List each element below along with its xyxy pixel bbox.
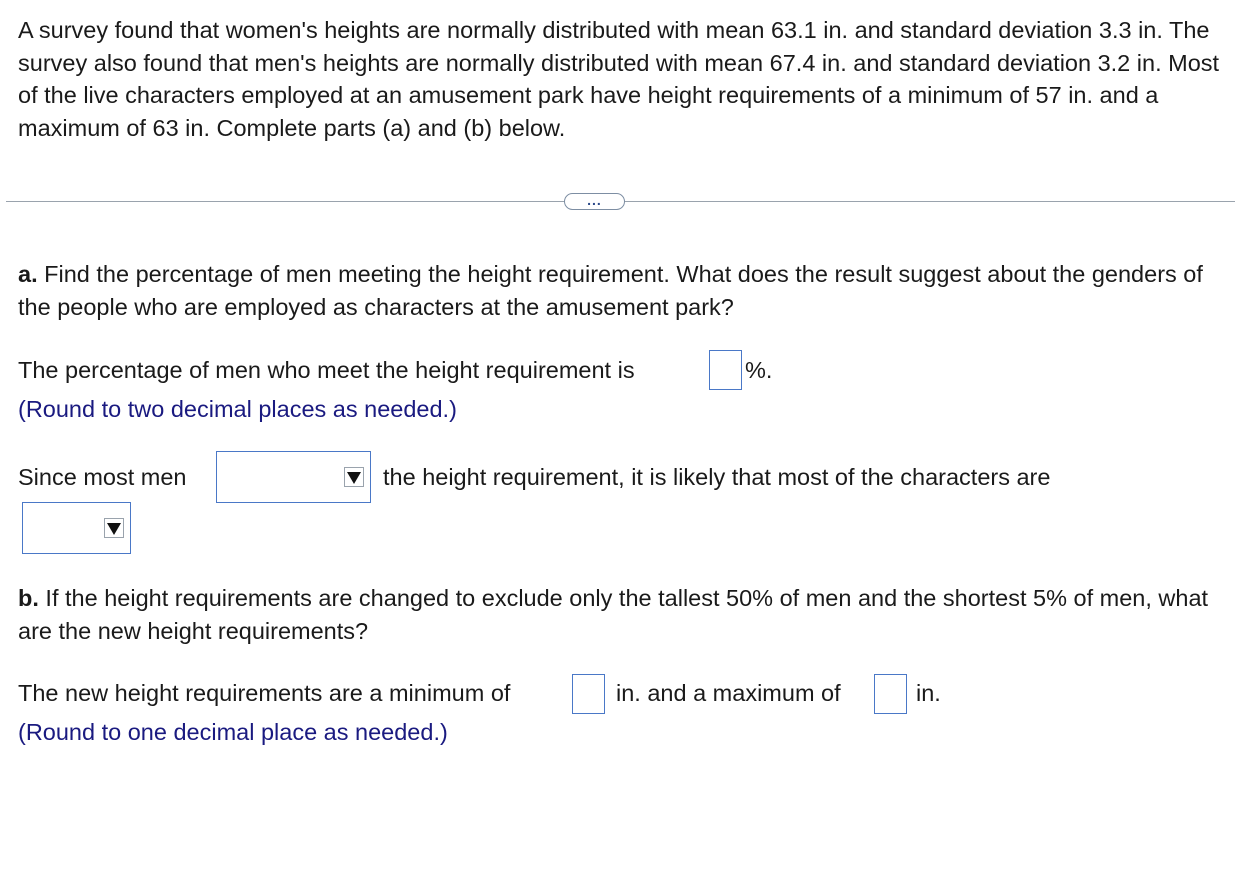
percentage-input[interactable] (709, 350, 742, 390)
round-hint-a: (Round to two decimal places as needed.) (18, 396, 457, 422)
round-hint-b: (Round to one decimal place as needed.) (18, 719, 448, 745)
gender-dropdown[interactable] (22, 502, 131, 554)
dropdown-arrow-icon[interactable] (344, 467, 364, 487)
part-b-question (18, 582, 1228, 647)
more-dots-icon: ... (587, 192, 602, 208)
minimum-height-input[interactable] (572, 674, 605, 714)
maximum-height-input[interactable] (874, 674, 907, 714)
part-b-question-text: If the height requirements are changed to exclude only the tallest 50% of men and the shortest 5% of men, what are the new height requirements? (18, 585, 1209, 644)
part-b-label: b. (18, 585, 39, 611)
percentage-prefix: The percentage of men who meet the height requirement is (18, 357, 635, 383)
since-prefix: Since most men (18, 464, 187, 490)
since-suffix: the height requirement, it is likely that most of the characters are (383, 464, 1051, 490)
problem-intro: A survey found that women's heights are normally distributed with mean 63.1 in. and standard deviation 3.3 in. The survey also found that men's heights are normally distributed with mean 67.4 in. and standard deviation 3.2 in. Most of the live characters employed at an amusement park have height requirements of a minimum of 57 in. and a maximum of 63 in. Complete parts (a) and (b) below. (18, 17, 1220, 141)
new-req-middle: in. and a maximum of (616, 680, 841, 706)
new-req-prefix: The new height requirements are a minimum of (18, 680, 511, 706)
part-a-label: a. (18, 261, 38, 287)
percentage-line (18, 355, 635, 385)
part-a-question (18, 258, 1228, 323)
meet-requirement-dropdown[interactable] (216, 451, 371, 503)
dropdown-arrow-icon[interactable] (104, 518, 124, 538)
percentage-suffix: %. (745, 357, 773, 383)
part-a-question-text: Find the percentage of men meeting the height requirement. What does the result suggest about the genders of the people who are employed as characters at the amusement park? (18, 261, 1203, 320)
new-req-suffix: in. (916, 680, 941, 706)
show-more-button[interactable] (564, 193, 625, 210)
